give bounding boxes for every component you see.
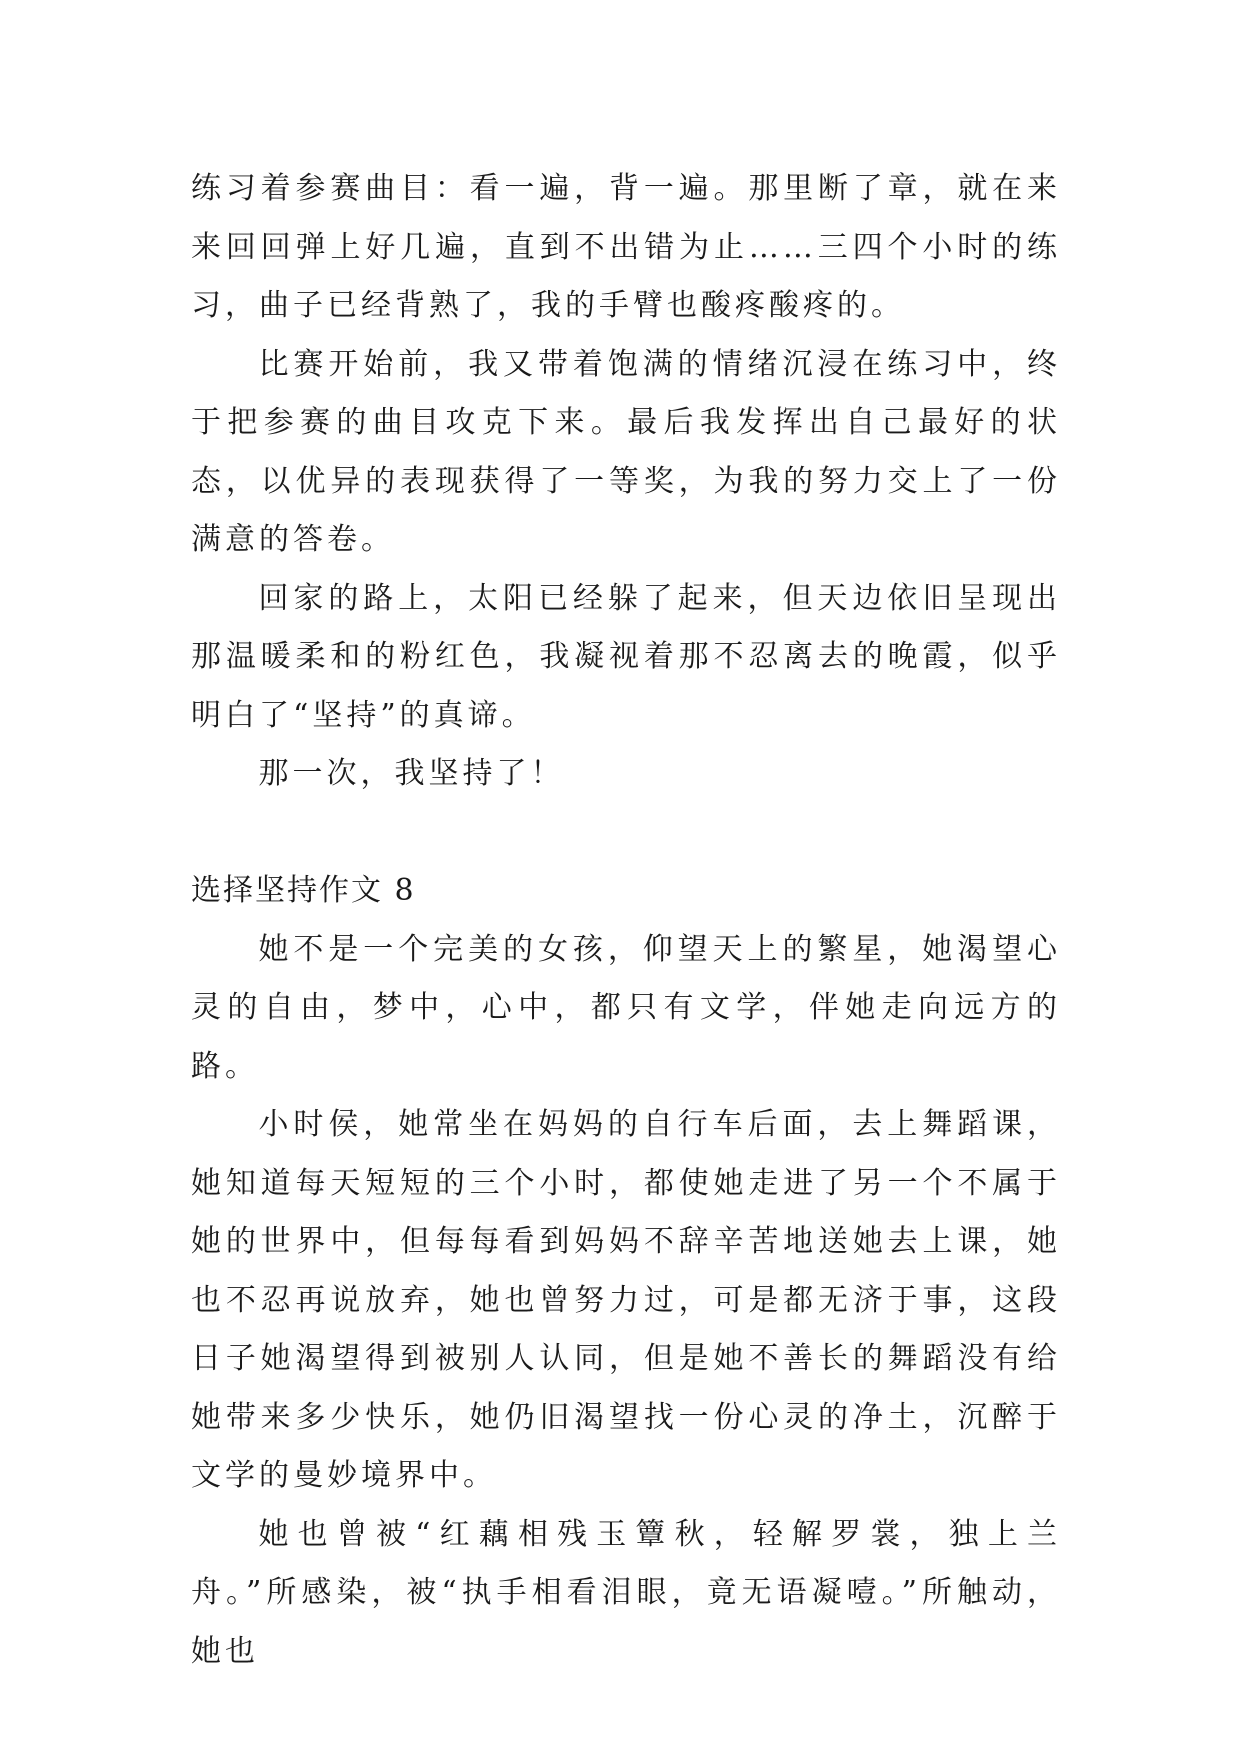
paragraph: 她不是一个完美的女孩，仰望天上的繁星，她渴望心灵的自由，梦中，心中，都只有文学，伴她走向远方的路。 [191,931,1061,1084]
paragraph: 回家的路上，太阳已经躲了起来，但天边依旧呈现出那温暖柔和的粉红色，我凝视着那不忍离去的晚霞，似乎明白了“坚持”的真谛。 [191,580,1061,733]
blank-line [191,804,1061,863]
paragraph: 小时侯，她常坐在妈妈的自行车后面，去上舞蹈课，她知道每天短短的三个小时，都使她走进了另一个不属于她的世界中，但每每看到妈妈不辞辛苦地送她去上课，她也不忍再说放弃，她也曾努力过，可是都无济于事，这段日子她渴望得到被别人认同，但是她不善长的舞蹈没有给她带来多少快乐，她仍旧渴望找一份心灵的净土，沉醉于文学的曼妙境界中。 [191,1107,1061,1493]
paragraph-continued: 练习着参赛曲目：看一遍，背一遍。那里断了章，就在来来回回弹上好几遍，直到不出错为止……三四个小时的练习，曲子已经背熟了，我的手臂也酸疼酸疼的。 [191,171,1061,323]
section-title: 选择坚持作文 8 [191,873,416,908]
paragraph: 她也曾被“红藕相残玉簟秋，轻解罗裳，独上兰舟。”所感染，被“执手相看泪眼，竟无语凝噎。”所触动，她也 [191,1516,1061,1669]
document-body [191,160,1061,1681]
paragraph: 那一次，我坚持了！ [258,756,565,791]
paragraph: 比赛开始前，我又带着饱满的情绪沉浸在练习中，终于把参赛的曲目攻克下来。最后我发挥出自己最好的状态，以优异的表现获得了一等奖，为我的努力交上了一份满意的答卷。 [191,346,1061,557]
